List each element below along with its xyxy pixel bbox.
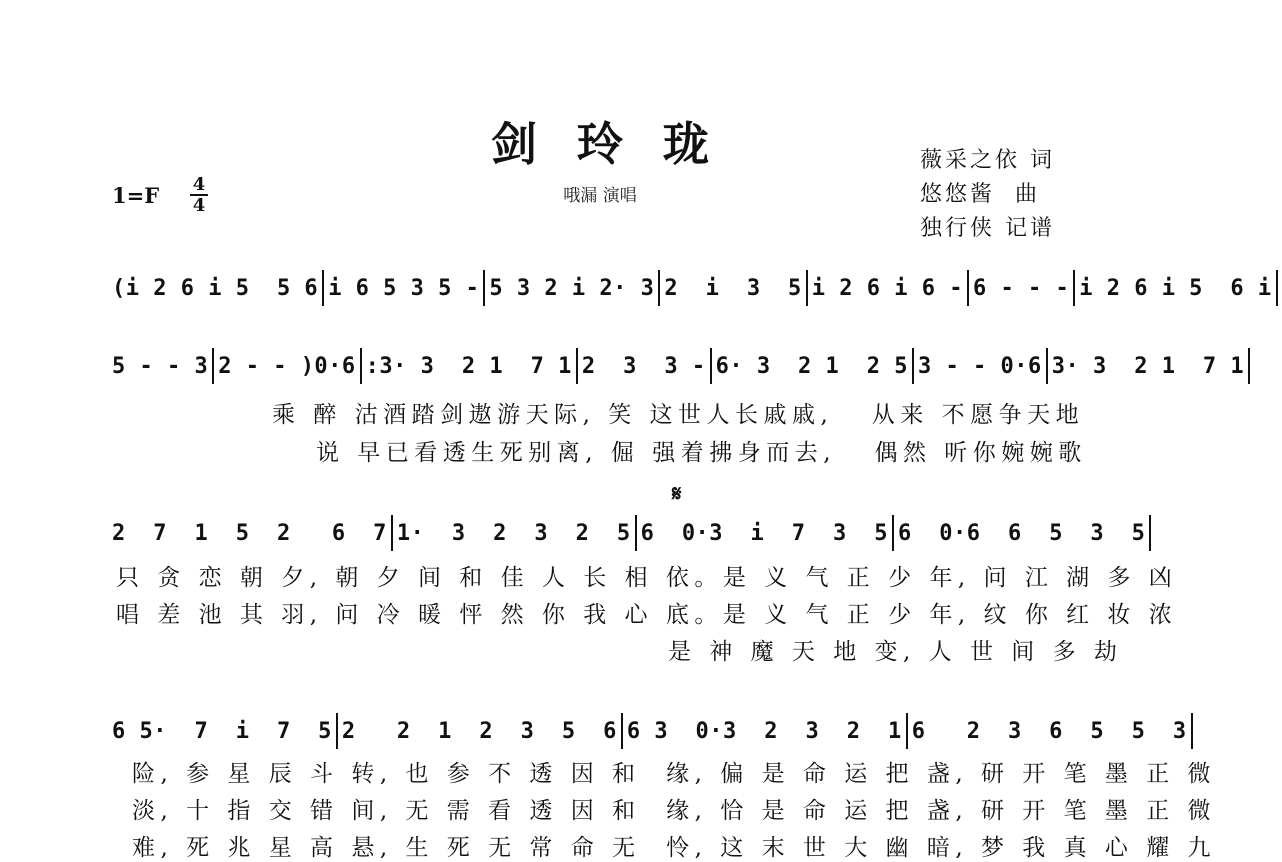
- key-signature: 1=F: [112, 183, 160, 208]
- score-row-1: [112, 268, 1282, 308]
- lyric-line: 险, 参 星 辰 斗 转, 也 参 不 透 因 和 缘, 偏 是 命 运 把 盏, 研 开 笔 墨 正 微: [132, 761, 1217, 787]
- bar-line: [806, 270, 808, 306]
- measure: i 2 6 i 6 -: [811, 275, 963, 301]
- measure: 6 - - -: [973, 275, 1070, 301]
- measure: 6 5· 7 i 7 5: [112, 718, 332, 744]
- measure: i 6 5 3 5 -: [328, 275, 480, 301]
- lyric-line: 乘 醉 沽酒踏剑遨游天际, 笑 这世人长戚戚, 从来 不愿争天地: [272, 402, 1085, 428]
- measure: 6 0·6 6 5 3 5: [898, 520, 1146, 546]
- lyric-line: 说 早已看透生死别离, 倔 强着拂身而去, 偶然 听你婉婉歌: [316, 440, 1087, 466]
- measure: (i 2 6 i 5 5 6: [112, 275, 319, 301]
- measure: 6· 3 2 1 2 5: [715, 353, 909, 379]
- singer-credit: 哦漏 演唱: [563, 186, 637, 206]
- score-row-3: [112, 513, 1155, 553]
- lyric-line: 淡, 十 指 交 错 间, 无 需 看 透 因 和 缘, 恰 是 命 运 把 盏, 研 开 笔 墨 正 微: [132, 798, 1217, 824]
- bar-line: [391, 515, 393, 551]
- bar-line: [635, 515, 637, 551]
- time-signature: [188, 175, 210, 215]
- measure: 2 2 1 2 3 5 6: [341, 718, 617, 744]
- credits: [920, 144, 1055, 246]
- lyric-line: 是 神 魔 天 地 变, 人 世 间 多 劫: [668, 639, 1123, 665]
- bar-line: [967, 270, 969, 306]
- bar-line: [912, 348, 914, 384]
- bar-line: [360, 348, 362, 384]
- measure: 6 2 3 6 5 5 3: [911, 718, 1187, 744]
- bar-line: [483, 270, 485, 306]
- measure: 1· 3 2 3 2 5: [396, 520, 631, 546]
- measure: 5 3 2 i 2· 3: [489, 275, 655, 301]
- bar-line: [212, 348, 214, 384]
- bar-line: [322, 270, 324, 306]
- bar-line: [906, 713, 908, 749]
- segno-sign: 𝄋: [672, 481, 682, 507]
- measure: 3 - - 0·6: [918, 353, 1042, 379]
- bar-line: [710, 348, 712, 384]
- measure: 2 3 3 -: [581, 353, 706, 379]
- measure: 2 i 3 5: [664, 275, 802, 301]
- measure: :3· 3 2 1 7 1: [365, 353, 572, 379]
- bar-line: [1276, 270, 1278, 306]
- lyric-line: 只 贪 恋 朝 夕, 朝 夕 间 和 佳 人 长 相 依。是 义 气 正 少 年, 问 江 湖 多 凶: [116, 565, 1178, 591]
- time-signature-bottom: 4: [192, 195, 206, 216]
- measure: 2 7 1 5 2 6 7: [112, 520, 387, 546]
- measure: 3· 3 2 1 7 1: [1051, 353, 1245, 379]
- song-title: 剑玲珑: [491, 117, 749, 171]
- bar-line: [576, 348, 578, 384]
- bar-line: [1248, 348, 1250, 384]
- bar-line: [1073, 270, 1075, 306]
- bar-line: [658, 270, 660, 306]
- composer-credit: 悠悠酱 曲: [920, 182, 1040, 207]
- bar-line: [1149, 515, 1151, 551]
- time-signature-top: 4: [192, 174, 206, 195]
- bar-line: [1191, 713, 1193, 749]
- measure: 6 3 0·3 2 3 2 1: [626, 718, 902, 744]
- bar-line: [892, 515, 894, 551]
- score-row-2: [112, 346, 1254, 386]
- lyric-line: 难, 死 兆 星 高 悬, 生 死 无 常 命 无 怜, 这 末 世 大 幽 暗, 梦 我 真 心 耀 九: [132, 835, 1217, 861]
- bar-line: [1046, 348, 1048, 384]
- measure: 6 0·3 i 7 3 5: [640, 520, 888, 546]
- lyric-line: 唱 差 池 其 羽, 问 冷 暖 怦 然 你 我 心 底。是 义 气 正 少 年, 纹 你 红 妆 浓: [116, 602, 1178, 628]
- bar-line: [621, 713, 623, 749]
- transcriber-credit: 独行侠 记谱: [920, 216, 1055, 241]
- measure: i 2 6 i 5 6 i: [1079, 275, 1272, 301]
- measure: 5 - - 3: [112, 353, 209, 379]
- lyricist-credit: 薇采之依 词: [920, 148, 1055, 173]
- measure: 2 - - )0·6: [218, 353, 356, 379]
- bar-line: [336, 713, 338, 749]
- score-row-4: [112, 711, 1197, 751]
